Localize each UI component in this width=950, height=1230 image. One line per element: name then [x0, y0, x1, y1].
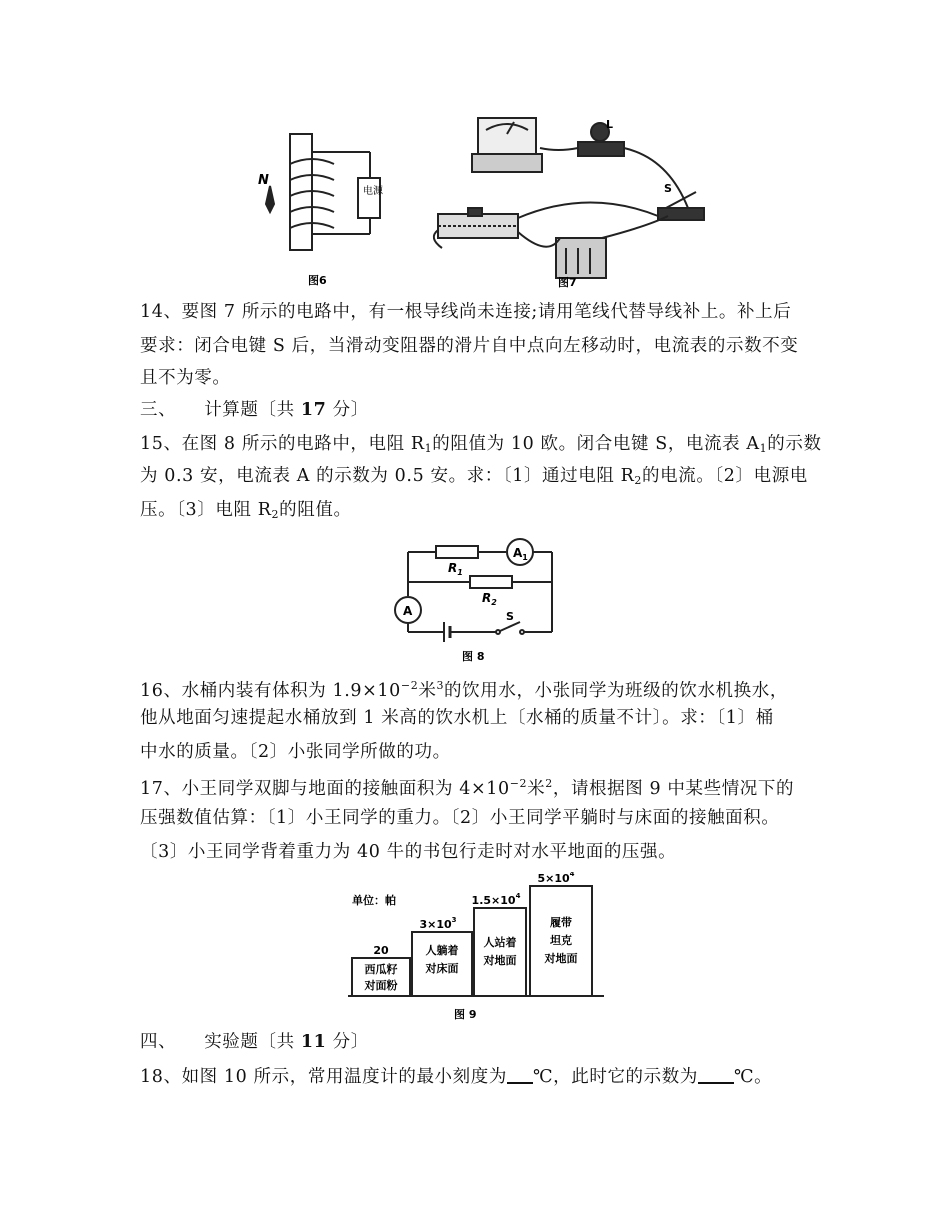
- q17-line-3: 〔3〕小王同学背着重力为 40 牛的书包行走时对水平地面的压强。: [140, 842, 677, 862]
- a1-meter-label: $A_1$: [513, 546, 528, 562]
- answer-blank-2[interactable]: [698, 1066, 734, 1084]
- figure-8: [386, 536, 566, 664]
- bar-3-line1: 人站着: [483, 936, 517, 949]
- q15-line-1: 15、在图 8 所示的电路中，电阻 $R_1$的阻值为 10 欧。闭合电键 S，电流表 $A_1$的示数: [140, 434, 822, 455]
- bar-2-line1: 人躺着: [425, 944, 459, 957]
- q15-line-2: 为 0.3 安，电流表 A 的示数为 0.5 安。求：〔1〕通过电阻 $R_2$的电流。〔2〕电源电: [140, 466, 808, 487]
- q17-line-2: 压强数值估算：〔1〕小王同学的重力。〔2〕小王同学平躺时与床面的接触面积。: [140, 808, 780, 828]
- compass-n-label: N: [258, 173, 269, 188]
- bar-3-value: $1.5\times 10^4$: [471, 892, 521, 907]
- q16-line-2: 他从地面匀速提起水桶放到 1 米高的饮水机上〔水桶的质量不计〕。求：〔1〕桶: [140, 708, 774, 728]
- answer-blank-1[interactable]: [507, 1066, 533, 1084]
- section-3-heading: 三、 计算题〔共 17 分〕: [140, 400, 369, 420]
- section-4-points: 11: [300, 1032, 327, 1052]
- section-3-points: 17: [300, 400, 327, 420]
- figure-9: [342, 872, 608, 1022]
- bar-3-line2: 对地面: [483, 954, 517, 967]
- power-source-label: 电源: [363, 186, 383, 197]
- section-3-number: 三、: [140, 400, 177, 420]
- bar-1-line2: 对面粉: [364, 979, 398, 992]
- bar-4-value: $5\times 10^4$: [537, 872, 575, 885]
- q16-line-1: 16、水桶内装有体积为 $1.9\times 10^{-2}$米$^3$的饮用水，小张同学为班级的饮水机换水，: [140, 679, 788, 701]
- switch-s-label: S: [506, 610, 514, 623]
- figure-8-caption: 图 8: [462, 650, 485, 663]
- bar-4-line2: 坦克: [550, 934, 572, 947]
- lamp-label: L: [606, 118, 614, 131]
- q17-line-1: 17、小王同学双脚与地面的接触面积为 $4\times 10^{-2}$米$^2$，请根据图 9 中某些情况下的: [140, 777, 795, 799]
- section-4-number: 四、: [140, 1032, 177, 1052]
- r2-label: $R_2$: [482, 591, 497, 607]
- a-meter-label: A: [403, 604, 413, 618]
- q14-line-3: 且不为零。: [140, 368, 231, 388]
- section-4-title: 实验题〔共: [204, 1032, 301, 1052]
- figure-7: [428, 108, 718, 290]
- figure-6: [250, 108, 390, 288]
- bar-1-value: 20: [373, 944, 389, 957]
- r1-label: $R_1$: [448, 561, 463, 577]
- bar-4-line3: 对地面: [544, 952, 578, 965]
- figure-7-caption: 图7: [558, 276, 577, 289]
- section-3-title: 计算题〔共: [204, 400, 301, 420]
- q15-line-3: 压。〔3〕电阻 $R_2$的阻值。: [140, 500, 352, 521]
- section-4-heading: 四、 实验题〔共 11 分〕: [140, 1032, 369, 1052]
- unit-label: 单位：帕: [352, 894, 396, 907]
- q14-line-2: 要求：闭合电键 S 后，当滑动变阻器的滑片自中点向左移动时，电流表的示数不变: [140, 336, 799, 356]
- bar-1-line1: 西瓜籽: [364, 963, 398, 976]
- bar-4-line1: 履带: [550, 916, 572, 929]
- q18-line: 18、如图 10 所示，常用温度计的最小刻度为 ℃，此时它的示数为 ℃。: [140, 1067, 773, 1087]
- q16-line-3: 中水的质量。〔2〕小张同学所做的功。: [140, 742, 451, 762]
- switch-label: S: [664, 182, 672, 195]
- q14-line-1: 14、要图 7 所示的电路中，有一根导线尚未连接;请用笔线代替导线补上。补上后: [140, 302, 792, 322]
- bar-2-line2: 对床面: [425, 962, 459, 975]
- figure-6-caption: 图6: [308, 274, 327, 287]
- figure-9-caption: 图 9: [454, 1008, 477, 1021]
- bar-2-value: $3\times 10^3$: [419, 916, 457, 931]
